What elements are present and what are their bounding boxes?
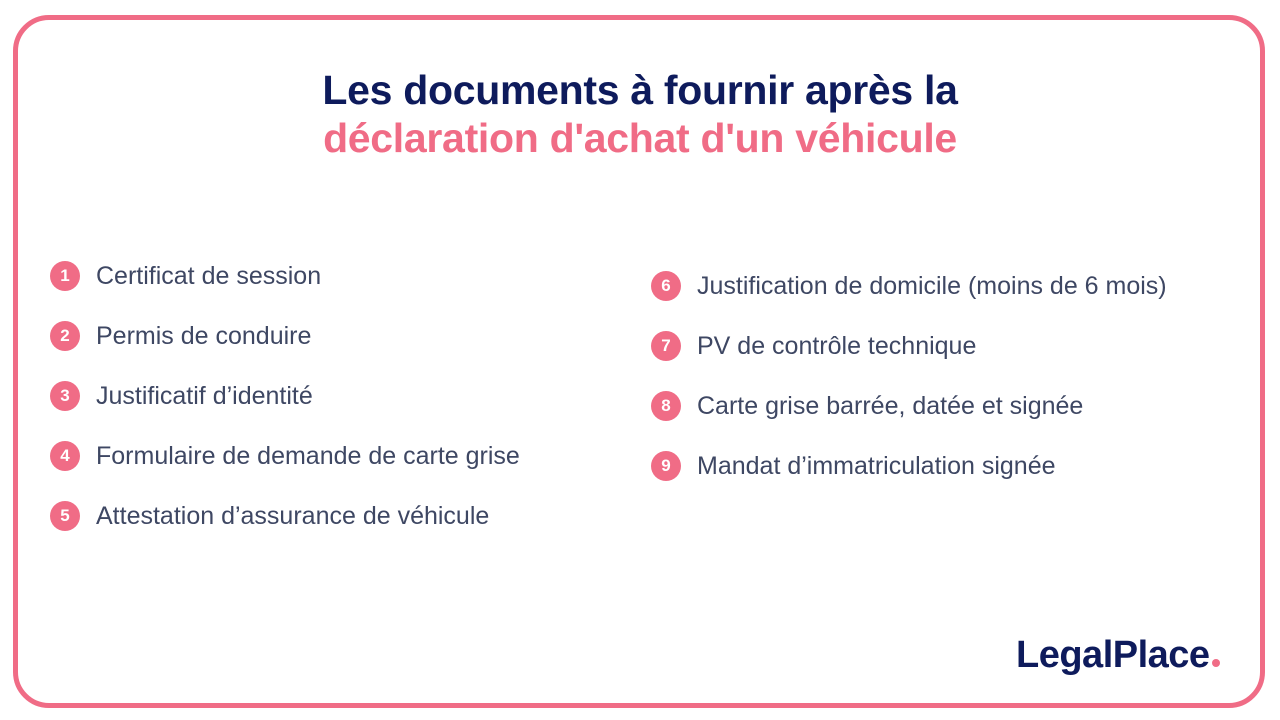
number-badge: 3 [50, 381, 80, 411]
number-badge: 5 [50, 501, 80, 531]
logo-dot-icon [1212, 659, 1220, 667]
legalplace-logo [1016, 634, 1220, 677]
list-item [651, 269, 1167, 303]
list-item-label: Carte grise barrée, datée et signée [697, 391, 1084, 420]
number-badge: 2 [50, 321, 80, 351]
number-badge: 7 [651, 331, 681, 361]
logo-text: LegalPlace [1016, 634, 1210, 676]
number-badge: 9 [651, 451, 681, 481]
page-title [0, 66, 1280, 162]
list-item-label: Justificatif d’identité [96, 381, 313, 410]
list-item [50, 319, 311, 353]
list-item-label: Justification de domicile (moins de 6 mois) [697, 271, 1167, 300]
number-badge: 6 [651, 271, 681, 301]
list-item [651, 329, 976, 363]
number-badge: 4 [50, 441, 80, 471]
list-item [50, 379, 313, 413]
list-item-label: Permis de conduire [96, 321, 312, 350]
list-item [50, 259, 321, 293]
title-line-2: déclaration d'achat d'un véhicule [323, 115, 957, 161]
list-item-label: PV de contrôle technique [697, 331, 977, 360]
list-item-label: Mandat d’immatriculation signée [697, 451, 1056, 480]
list-item [50, 499, 489, 533]
list-item [651, 389, 1083, 423]
list-item [50, 439, 520, 473]
number-badge: 8 [651, 391, 681, 421]
list-item-label: Attestation d’assurance de véhicule [96, 501, 490, 530]
title-line-1: Les documents à fournir après la [322, 67, 958, 113]
list-item [651, 449, 1056, 483]
list-item-label: Formulaire de demande de carte grise [96, 441, 520, 470]
list-item-label: Certificat de session [96, 261, 322, 290]
number-badge: 1 [50, 261, 80, 291]
